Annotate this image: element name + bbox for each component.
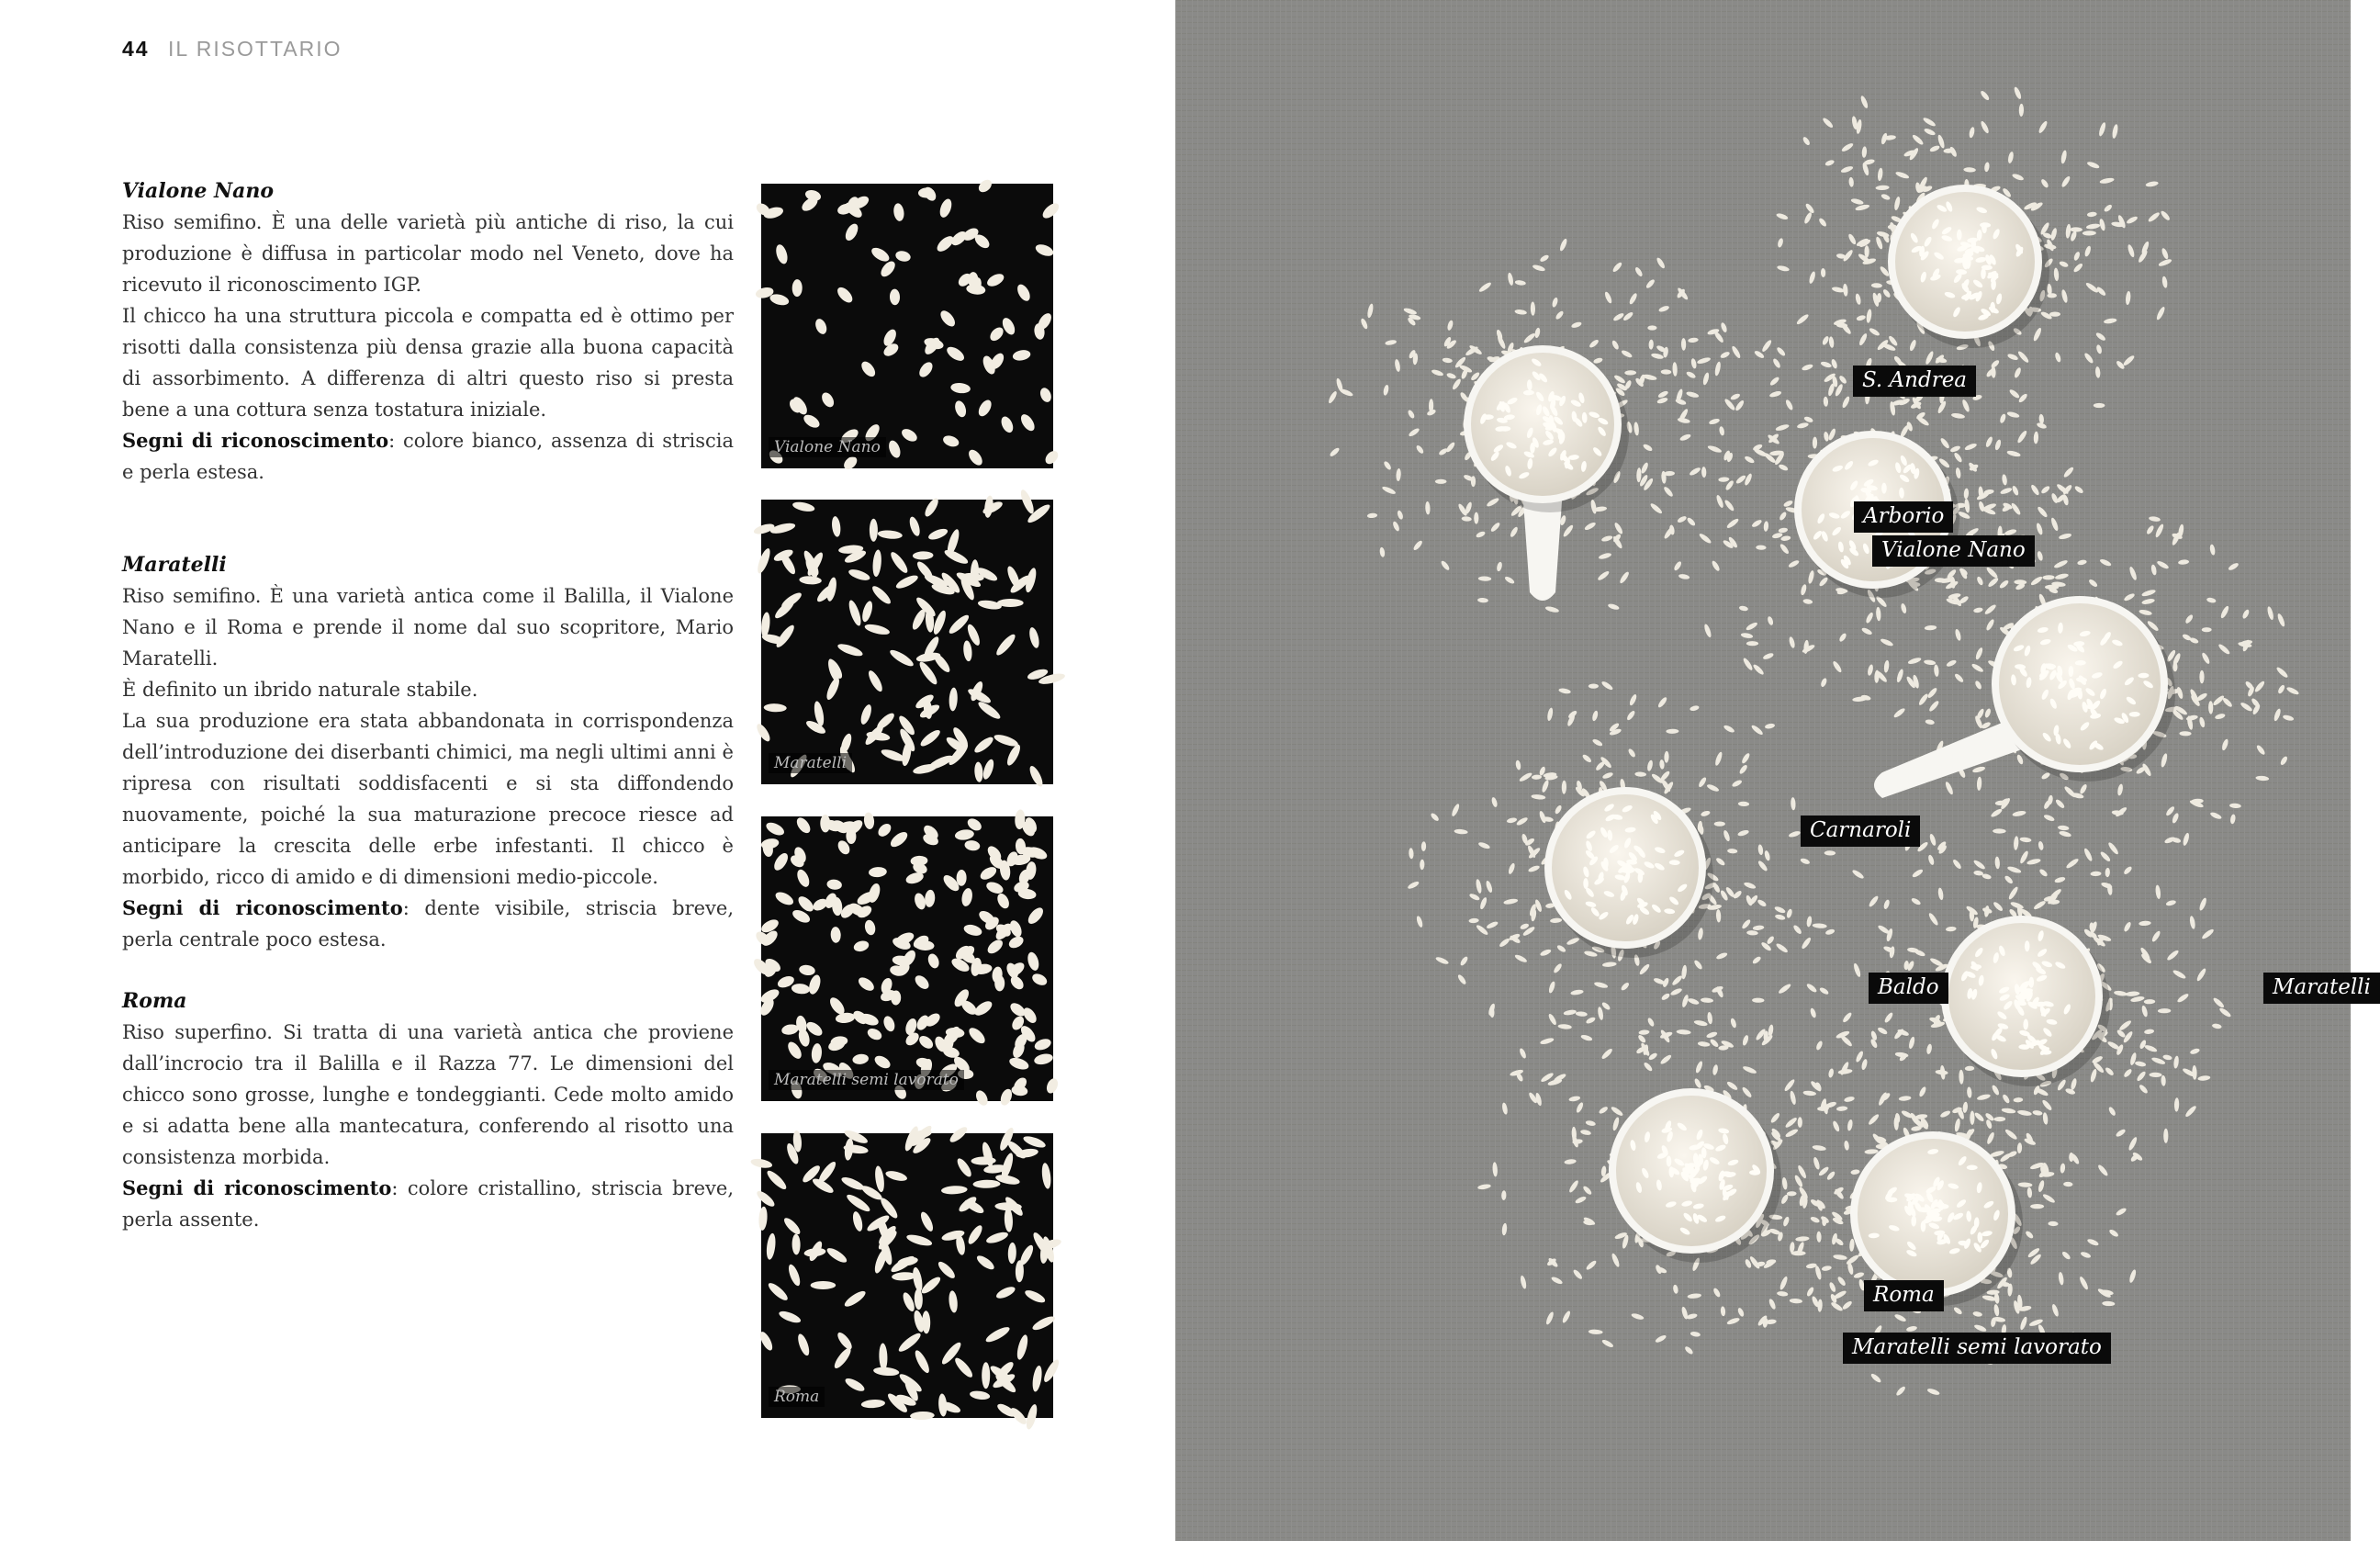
rice-grain — [877, 529, 903, 539]
rice-grain — [864, 623, 891, 637]
entry-signs — [122, 1173, 734, 1235]
rice-grain — [773, 890, 795, 908]
rice-grain — [1012, 349, 1031, 363]
rice-grain — [843, 221, 860, 242]
rice-grain — [811, 1043, 823, 1063]
rice-grain — [982, 758, 996, 781]
rice-grain — [879, 259, 898, 279]
rice-grain — [786, 1263, 802, 1287]
rice-grain — [1008, 1055, 1030, 1072]
entry-paragraph: Riso superfino. Si tratta di una varietà antica che proviene dall’incrocio tra il Balilla e il Razza 77. Le dimensioni del chicco sono grosse, lunghe e tondeggianti. Cede molto amido e si adatta bene alla mantecatura, conferendo al risotto una consistenza morbida. — [122, 1021, 734, 1168]
rice-grain — [866, 1026, 884, 1041]
rice-grains-image — [761, 1133, 1053, 1418]
rice-grain — [791, 501, 815, 513]
rice-grain — [769, 522, 796, 536]
rice-grain — [953, 399, 968, 419]
rice-grain — [831, 516, 842, 538]
rice-grain — [1033, 1052, 1054, 1066]
rice-grain — [918, 1210, 935, 1233]
rice-grain — [1040, 1163, 1051, 1189]
rice-grain — [1033, 1037, 1052, 1052]
rice-bowls-photo — [1175, 0, 2371, 1541]
rice-grain — [950, 382, 971, 394]
rice-grain — [976, 398, 994, 418]
rice-grain — [870, 519, 878, 542]
rice-grain — [792, 279, 803, 297]
entry-title: Vialone Nano — [122, 179, 275, 203]
rice-grain — [966, 1223, 984, 1246]
rice-grain — [1018, 489, 1036, 515]
rice-grain — [836, 1331, 855, 1352]
rice-grain — [917, 1033, 936, 1051]
rice-grain — [994, 632, 1017, 658]
rice-grain — [811, 1281, 836, 1289]
rice-grain — [799, 576, 822, 585]
entry-maratelli — [122, 553, 734, 955]
rice-grain — [876, 821, 893, 838]
rice-grain — [888, 550, 910, 575]
rice-bowls-illustration — [1175, 0, 2351, 1541]
rice-grain — [984, 880, 1005, 895]
book-title: IL RISOTTARIO — [167, 37, 342, 61]
rice-grain — [955, 1156, 974, 1178]
rice-grain — [947, 613, 971, 636]
label-s-andrea: S. Andrea — [1853, 366, 1976, 397]
rice-grain — [1007, 1243, 1016, 1265]
entry-title: Maratelli — [122, 553, 227, 577]
rice-grain — [911, 1266, 924, 1292]
entry-signs — [122, 425, 734, 488]
photo-caption: Vialone Nano — [769, 437, 886, 457]
rice-grain — [1026, 905, 1046, 927]
rice-grain — [1031, 1314, 1057, 1333]
rice-grain — [888, 829, 910, 849]
rice-grain — [826, 879, 843, 891]
rice-grain — [802, 412, 822, 431]
rice-grain — [791, 983, 810, 995]
rice-grain — [910, 608, 927, 632]
rice-grain — [937, 309, 958, 330]
rice-grain — [798, 964, 815, 977]
entry-roma — [122, 989, 734, 1235]
rice-grain — [765, 1168, 789, 1192]
label-arborio: Arborio — [1854, 501, 1953, 533]
rice-grain — [972, 1180, 1000, 1189]
rice-grain — [836, 642, 864, 658]
rice-grain — [750, 1157, 773, 1169]
rice-grain — [1030, 972, 1049, 988]
rice-grain — [845, 1192, 872, 1214]
rice-grain — [1005, 743, 1022, 768]
rice-grain — [976, 177, 994, 195]
rice-grain — [924, 889, 936, 907]
label-roma: Roma — [1864, 1280, 1944, 1311]
rice-grain — [764, 703, 787, 713]
rice-grain — [796, 1333, 812, 1357]
rice-grain — [983, 495, 994, 518]
rice-grain — [937, 197, 954, 219]
rice-grain — [964, 839, 981, 851]
signs-text: : colore bianco, assenza di striscia e perla estesa. — [122, 430, 734, 483]
rice-grain — [794, 815, 813, 836]
label-vialone-nano: Vialone Nano — [1872, 535, 2035, 567]
rice-grain — [908, 515, 922, 537]
rice-grain — [926, 952, 941, 970]
signs-label: Segni di riconoscimento — [122, 896, 403, 919]
rice-grain — [861, 1399, 886, 1409]
rice-grain — [896, 1331, 923, 1355]
rice-grain — [869, 866, 888, 877]
rice-grain — [819, 390, 836, 409]
signs-text: : colore cristallino, striscia breve, perla assente. — [122, 1177, 734, 1231]
rice-grain — [888, 647, 915, 669]
rice-grain — [781, 1216, 803, 1237]
rice-grain — [756, 547, 773, 575]
rice-grain — [866, 669, 884, 693]
rice-grain — [816, 1160, 838, 1186]
rice-grain — [852, 1053, 870, 1065]
rice-grain — [871, 549, 882, 577]
rice-grain — [985, 1230, 1010, 1245]
rice-grain — [913, 973, 931, 991]
rice-grain — [859, 359, 878, 379]
rice-grain — [999, 415, 1016, 435]
rice-grain — [760, 612, 771, 637]
rice-grain — [949, 687, 958, 711]
entry-paragraph: Riso semifino. È una delle varietà più antiche di riso, la cui produzione è diffusa in particolar modo nel Veneto, dove ha ricevuto il riconoscimento IGP. — [122, 211, 734, 296]
rice-grains-image — [761, 816, 1053, 1101]
rice-grain — [973, 1088, 990, 1107]
label-maratelli: Maratelli — [2263, 973, 2380, 1004]
rice-grain — [954, 828, 974, 841]
rice-grain — [900, 426, 919, 444]
rice-grain — [1018, 412, 1038, 433]
rice-grain — [1022, 1134, 1047, 1150]
rice-grain — [1004, 1208, 1013, 1232]
rice-grain — [1034, 242, 1055, 259]
rice-grain — [803, 1247, 826, 1257]
rice-grain — [966, 1025, 987, 1046]
rice-grain — [966, 447, 984, 467]
rice-grain — [1016, 1333, 1030, 1360]
rice-photo-maratelli-semi-lavorato — [761, 816, 1053, 1101]
rice-grain — [835, 1012, 856, 1025]
rice-grain — [875, 711, 897, 732]
rice-grain — [872, 1053, 892, 1071]
rice-grain — [1026, 950, 1040, 972]
rice-grain — [758, 1330, 775, 1352]
rice-grain — [905, 1232, 933, 1248]
rice-grain — [972, 735, 995, 755]
rice-grain — [859, 703, 873, 726]
entry-paragraph: La sua produzione era stata abbandonata in corrispondenza dell’introduzione dei diserbanti chimici, ma negli ultimi anni è ripresa con risultati soddisfacenti e si sta diffondendo nuovamente, poiché la sua maturazione precoce riesce ad anticipare la crescita delle erbe infestanti. Il chicco è morbido, ricco di amido e di dimensioni medio-piccole. — [122, 710, 734, 888]
rice-grain — [1043, 448, 1061, 467]
rice-grain — [863, 812, 875, 830]
rice-grain — [1027, 764, 1045, 788]
rice-grain — [1038, 387, 1053, 404]
rice-grain — [771, 851, 791, 873]
rice-grain — [960, 887, 974, 907]
rice-grain — [1031, 1365, 1043, 1392]
rice-grain — [985, 937, 1005, 956]
rice-photo-vialone-nano — [761, 184, 1053, 468]
rice-grain — [890, 288, 901, 305]
rice-grain — [913, 551, 934, 560]
rice-grains-image — [761, 500, 1053, 784]
rice-grain — [1016, 1260, 1024, 1282]
rice-grain — [848, 568, 871, 582]
rice-grain — [765, 1232, 776, 1260]
rice-grain — [945, 344, 967, 364]
entry-signs — [122, 893, 734, 955]
rice-grain — [851, 1210, 864, 1232]
rice-grain — [918, 727, 942, 748]
rice-grain — [840, 1175, 866, 1192]
rice-grain — [943, 547, 970, 566]
rice-grains-image — [761, 184, 1053, 468]
rice-grain — [1027, 626, 1040, 649]
rice-grain — [778, 1309, 803, 1324]
running-head — [122, 37, 342, 62]
rice-grain — [892, 203, 905, 222]
rice-grain — [995, 892, 1012, 910]
rice-grain — [1007, 934, 1026, 950]
rice-grain — [884, 1169, 908, 1183]
rice-grain — [892, 1272, 916, 1281]
rice-grain — [825, 676, 842, 702]
rice-grain — [755, 722, 773, 743]
rice-grain — [863, 919, 876, 937]
rice-grain — [852, 939, 870, 953]
rice-grain — [985, 271, 1006, 288]
rice-grain — [1041, 1357, 1061, 1384]
signs-label: Segni di riconoscimento — [122, 429, 389, 452]
photo-caption: Maratelli — [769, 753, 852, 773]
rice-grain — [758, 1206, 769, 1231]
rice-grain — [795, 868, 812, 889]
entry-paragraph: Riso semifino. È una varietà antica come il Balilla, il Vialone Nano e il Roma e prende il nome dal suo scopritore, Mario Maratelli. — [122, 585, 734, 669]
rice-photo-roma — [761, 1133, 1053, 1418]
rice-grain — [847, 599, 863, 627]
rice-grain — [937, 1393, 948, 1417]
rice-grain — [969, 1389, 990, 1400]
rice-grain — [887, 439, 903, 459]
rice-grain — [1015, 282, 1032, 303]
rice-grain — [856, 975, 876, 994]
rice-grain — [832, 1345, 853, 1370]
rice-grain — [804, 718, 827, 736]
rice-grain — [820, 815, 830, 833]
entry-paragraph: Il chicco ha una struttura piccola e compatta ed è ottimo per risotti dalla consistenza più densa grazie alla buona capacità di assorbimento. A differenza di altri questo riso si presta bene a una cottura senza tostatura iniziale. — [122, 305, 734, 421]
rice-grain — [874, 1165, 886, 1193]
rice-grain — [910, 1412, 935, 1421]
rice-grain — [962, 640, 972, 662]
rice-grain — [825, 1245, 848, 1265]
rice-grain — [948, 1290, 958, 1313]
label-carnaroli: Carnaroli — [1801, 815, 1920, 847]
rice-grain — [755, 1188, 777, 1209]
rice-grain — [994, 975, 1005, 991]
entry-paragraph: È definito un ibrido naturale stabile. — [122, 679, 478, 701]
photo-caption: Roma — [769, 1387, 825, 1407]
rice-grain — [988, 325, 1006, 343]
rice-grain — [870, 245, 892, 264]
rice-grain — [1045, 1076, 1061, 1095]
rice-grain — [931, 651, 952, 674]
rice-grain — [916, 360, 935, 379]
rice-grain — [982, 1362, 990, 1389]
rice-grain — [843, 1288, 868, 1309]
rice-grain — [923, 496, 941, 518]
rice-grain — [873, 1367, 900, 1377]
rice-grain — [1025, 1403, 1039, 1431]
rice-grain — [894, 573, 919, 591]
rice-grain — [879, 1343, 888, 1370]
rice-grain — [913, 892, 927, 911]
rice-grain — [766, 1280, 790, 1302]
rice-grain — [941, 1186, 968, 1195]
entry-vialone-nano — [122, 179, 734, 488]
rice-grain — [974, 761, 984, 782]
rice-grain — [901, 1291, 916, 1313]
rice-grain — [994, 1285, 1016, 1301]
page-number: 44 — [122, 37, 150, 61]
rice-grain — [814, 317, 829, 335]
rice-grain — [941, 433, 960, 448]
rice-grain — [997, 599, 1024, 607]
rice-grain — [919, 1275, 942, 1296]
rice-grain — [927, 527, 949, 542]
rice-grain — [791, 1234, 800, 1255]
rice-grain — [830, 927, 841, 943]
rice-grain — [962, 923, 982, 938]
signs-label: Segni di riconoscimento — [122, 1176, 392, 1199]
rice-grain — [807, 973, 823, 995]
rice-grain — [1023, 1288, 1047, 1305]
rice-grain — [860, 600, 874, 623]
rice-grain — [1040, 200, 1061, 220]
rice-grain — [975, 1254, 996, 1272]
rice-grain — [881, 1015, 896, 1033]
rice-grain — [913, 1348, 932, 1375]
photo-caption: Maratelli semi lavorato — [769, 1070, 964, 1090]
rice-grain — [844, 1376, 867, 1393]
rice-grain — [764, 820, 786, 838]
rice-grain — [774, 243, 790, 265]
rice-grain — [835, 285, 855, 305]
rice-grain — [977, 599, 1002, 611]
rice-grain — [894, 250, 912, 264]
label-maratelli-semi-lavorato: Maratelli semi lavorato — [1843, 1333, 2111, 1364]
signs-text: : dente visibile, striscia breve, perla centrale poco estesa. — [122, 897, 734, 950]
rice-grain — [948, 1125, 970, 1145]
rice-photo-maratelli — [761, 500, 1053, 784]
label-baldo: Baldo — [1869, 973, 1948, 1004]
rice-grain — [870, 584, 892, 607]
left-page — [0, 0, 1175, 1541]
rice-grain — [952, 1355, 974, 1379]
rice-grain — [984, 1324, 1012, 1344]
entry-title: Roma — [122, 989, 187, 1013]
rice-grain — [917, 659, 940, 686]
